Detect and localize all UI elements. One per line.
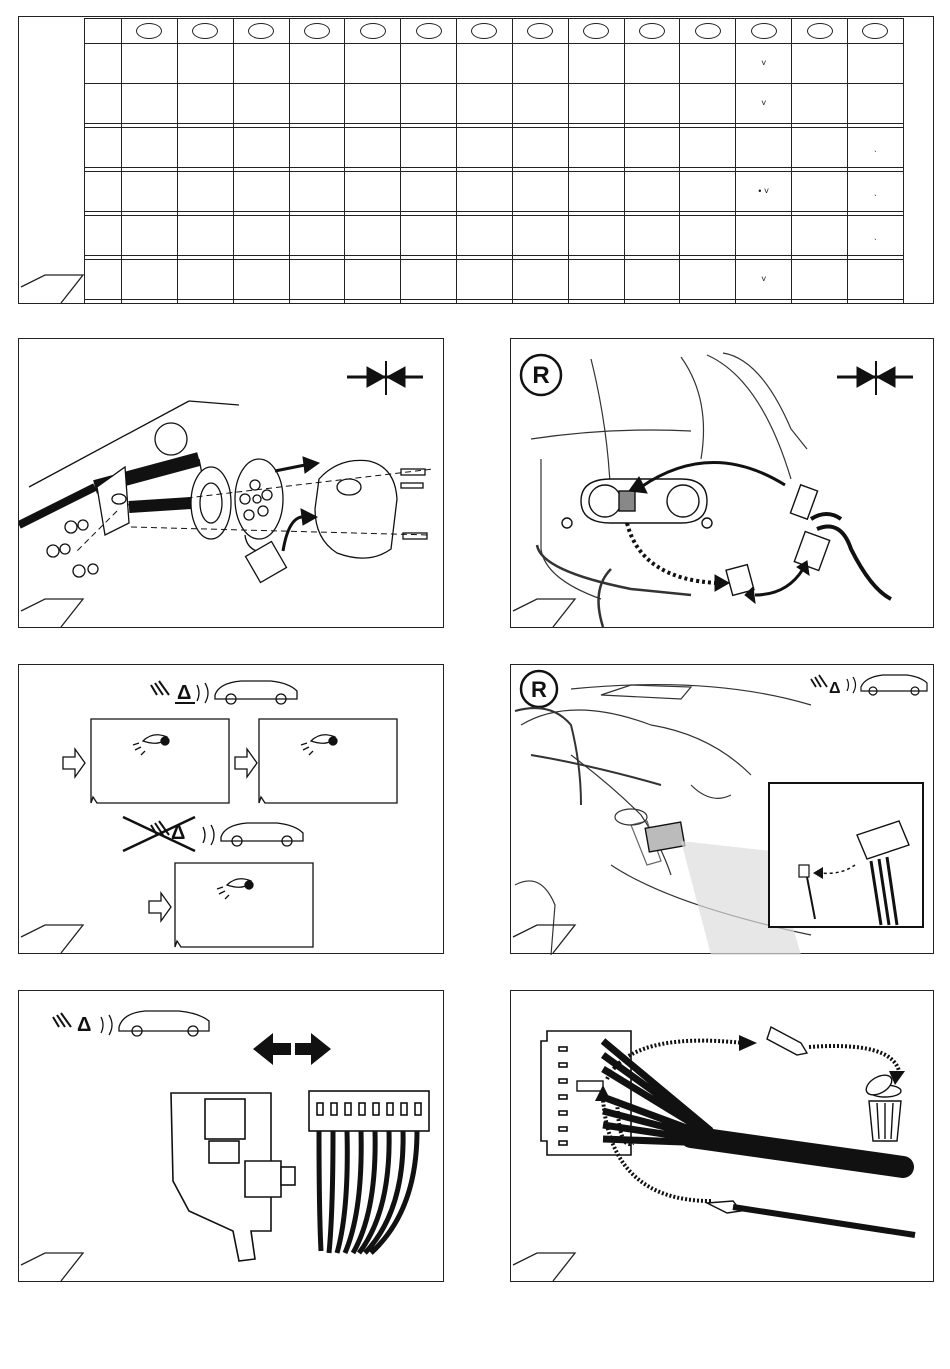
pin-header-oval: [345, 19, 401, 44]
table-cell: [177, 128, 233, 168]
table-cell: [233, 260, 289, 300]
table-row: [85, 128, 904, 168]
table-cell: [457, 128, 513, 168]
table-cell: [624, 300, 680, 304]
table-cell: [345, 260, 401, 300]
pin-oval-icon: [639, 23, 665, 39]
table-cell: [401, 44, 457, 84]
table-cell: [512, 44, 568, 84]
table-cell: [680, 172, 736, 212]
table-cell: [289, 172, 345, 212]
table-cell: [122, 84, 178, 124]
table-cell: ˅: [736, 260, 792, 300]
table-cell: [289, 84, 345, 124]
table-cell: [736, 128, 792, 168]
sound-alert-icon: [811, 675, 841, 697]
pin-oval-icon: [471, 23, 497, 39]
table-cell: [568, 260, 624, 300]
pin-header-oval: [847, 19, 903, 44]
step-panel-socket-assembly: [18, 338, 444, 628]
table-cell: [512, 172, 568, 212]
table-cell: [680, 44, 736, 84]
pin-oval-icon: [360, 23, 386, 39]
table-cell: [457, 44, 513, 84]
instrument-screen-2: [235, 719, 397, 803]
table-cell: [401, 300, 457, 304]
table-cell: [568, 216, 624, 256]
sound-symbol: Δ: [77, 1014, 92, 1036]
connector-mating-illustration: [19, 991, 445, 1283]
step-panel-module-placement: [510, 664, 934, 954]
module-placement-illustration: [511, 665, 935, 955]
pin-oval-icon: [527, 23, 553, 39]
pin-header-oval: [624, 19, 680, 44]
pin-header-oval: [401, 19, 457, 44]
pin-header-oval: [736, 19, 792, 44]
table-cell: [289, 300, 345, 304]
pin-oval-icon: [807, 23, 833, 39]
pin-oval-icon: [751, 23, 777, 39]
table-header-row: [85, 19, 904, 44]
table-cell: • ˅: [736, 172, 792, 212]
table-cell: [512, 128, 568, 168]
sound-off-icon: [123, 817, 195, 851]
table-cell: [401, 172, 457, 212]
pin-oval-icon: [862, 23, 888, 39]
pin-oval-icon: [136, 23, 162, 39]
table-cell: [512, 300, 568, 304]
car-icon: [203, 823, 303, 846]
pin-header-oval: [122, 19, 178, 44]
table-cell: [680, 84, 736, 124]
table-cell: [177, 172, 233, 212]
step-panel-connector-mating: [18, 990, 444, 1282]
table-cell: [345, 128, 401, 168]
pin-oval-icon: [695, 23, 721, 39]
table-row: [85, 216, 904, 256]
table-cell: [568, 128, 624, 168]
car-icon: [847, 675, 927, 695]
nut-washer-drawing: [47, 520, 98, 577]
socket-drawing: [129, 459, 427, 582]
table-cell: [457, 300, 513, 304]
socket-assembly-illustration: [19, 339, 445, 629]
sound-alert-icon: [53, 1013, 91, 1036]
table-cell: [457, 216, 513, 256]
table-cell: [624, 84, 680, 124]
table-cell: [680, 300, 736, 304]
region-badge-letter: R: [532, 362, 550, 389]
table-cell: [512, 260, 568, 300]
row-index-cell: [85, 44, 122, 84]
table-cell: [177, 84, 233, 124]
table-row: [85, 260, 904, 300]
table-cell: [847, 84, 903, 124]
table-cell: [122, 44, 178, 84]
sound-alert-icon: [151, 681, 195, 704]
table-cell: [177, 216, 233, 256]
row-index-cell: [85, 84, 122, 124]
pin-removal-illustration: [511, 991, 935, 1283]
double-arrow-icon: [253, 1033, 331, 1065]
rear-light-illustration: [511, 339, 935, 629]
table-cell: [568, 44, 624, 84]
table-cell: [177, 44, 233, 84]
pin-header-oval: [289, 19, 345, 44]
table-cell: ˎ: [847, 172, 903, 212]
table-cell: [680, 128, 736, 168]
pin-header-oval: [680, 19, 736, 44]
table-cell: [680, 216, 736, 256]
corner-page-mark: [19, 17, 89, 305]
table-cell: [568, 300, 624, 304]
table-cell: [624, 128, 680, 168]
row-index-cell: [85, 300, 122, 304]
table-cell: [122, 128, 178, 168]
table-row: [85, 300, 904, 304]
pin-header-oval: [177, 19, 233, 44]
table-cell: [847, 300, 903, 304]
table-cell: [624, 172, 680, 212]
table-cell: [792, 172, 848, 212]
table-cell: [792, 260, 848, 300]
function-check-illustration: [19, 665, 445, 955]
table-cell: ˅: [736, 44, 792, 84]
table-cell: [624, 216, 680, 256]
table-cell: [624, 260, 680, 300]
table-cell: [401, 260, 457, 300]
region-badge: [521, 671, 557, 707]
pin-oval-icon: [248, 23, 274, 39]
table-cell: ˎ: [847, 128, 903, 168]
region-badge-letter: R: [531, 677, 547, 702]
table-cell: [177, 260, 233, 300]
sound-symbol: Δ: [177, 682, 192, 704]
table-cell: [457, 84, 513, 124]
pin-oval-icon: [192, 23, 218, 39]
corner-page-mark: [513, 599, 575, 627]
housing-connector-drawing: [171, 1093, 295, 1261]
step-panel-rear-light: [510, 338, 934, 628]
table-cell: [457, 260, 513, 300]
table-cell: [401, 216, 457, 256]
pin-oval-icon: [304, 23, 330, 39]
table-header-blank: [85, 19, 122, 44]
table-cell: [289, 128, 345, 168]
pin-oval-icon: [583, 23, 609, 39]
car-icon: [197, 681, 297, 704]
pin-header-oval: [792, 19, 848, 44]
table-cell: [736, 300, 792, 304]
table-cell: [792, 44, 848, 84]
table-cell: [233, 216, 289, 256]
table-cell: ˅: [736, 84, 792, 124]
table-cell: [345, 84, 401, 124]
row-index-cell: [85, 128, 122, 168]
car-icon: [101, 1011, 209, 1036]
inset-detail: [769, 783, 923, 927]
plug-connector-drawing: [309, 1091, 429, 1253]
table-cell: [792, 300, 848, 304]
wiring-connector-drawing: [726, 485, 891, 599]
region-badge: [521, 355, 561, 395]
trim-connector-icon: [837, 361, 913, 395]
table-cell: [233, 128, 289, 168]
table-cell: [345, 44, 401, 84]
table-cell: [401, 128, 457, 168]
corner-page-mark: [513, 925, 575, 953]
table-cell: [512, 84, 568, 124]
pin-oval-icon: [416, 23, 442, 39]
table-row: [85, 172, 904, 212]
row-index-cell: [85, 172, 122, 212]
step-panel-function-check: [18, 664, 444, 954]
row-index-cell: [85, 260, 122, 300]
table-cell: [289, 260, 345, 300]
table-cell: ˎ: [847, 216, 903, 256]
table-cell: [512, 216, 568, 256]
table-cell: [289, 216, 345, 256]
trim-connector-icon: [347, 361, 423, 395]
table-cell: [457, 172, 513, 212]
table-cell: [345, 172, 401, 212]
table-cell: [289, 44, 345, 84]
table-cell: [345, 300, 401, 304]
instrument-screen-3: [149, 863, 313, 947]
corner-page-mark: [513, 1253, 575, 1281]
table-cell: [401, 84, 457, 124]
pin-header-oval: [457, 19, 513, 44]
pin-assignment-table: [84, 18, 904, 304]
table-cell: [568, 172, 624, 212]
table-cell: [624, 44, 680, 84]
corner-page-mark: [21, 1253, 83, 1281]
sound-symbol: Δ: [829, 680, 841, 697]
table-cell: [122, 260, 178, 300]
pin-header-oval: [568, 19, 624, 44]
table-cell: [233, 84, 289, 124]
table-cell: [792, 216, 848, 256]
table-cell: [122, 216, 178, 256]
table-row: [85, 84, 904, 124]
table-cell: [233, 300, 289, 304]
sound-symbol-crossed: Δ: [171, 822, 186, 844]
table-cell: [792, 128, 848, 168]
table-cell: [847, 44, 903, 84]
table-cell: [233, 172, 289, 212]
row-index-cell: [85, 216, 122, 256]
table-cell: [792, 84, 848, 124]
instrument-screen-1: [63, 719, 229, 803]
table-cell: [345, 216, 401, 256]
table-cell: [736, 216, 792, 256]
pin-header-oval: [512, 19, 568, 44]
table-cell: [680, 260, 736, 300]
table-cell: [847, 260, 903, 300]
table-cell: [233, 44, 289, 84]
table-cell: [568, 84, 624, 124]
step-panel-pin-removal: [510, 990, 934, 1282]
table-cell: [122, 172, 178, 212]
corner-page-mark: [21, 599, 83, 627]
corner-page-mark: [21, 925, 83, 953]
pin-header-oval: [233, 19, 289, 44]
table-cell: [122, 300, 178, 304]
table-cell: [177, 300, 233, 304]
table-row: [85, 44, 904, 84]
